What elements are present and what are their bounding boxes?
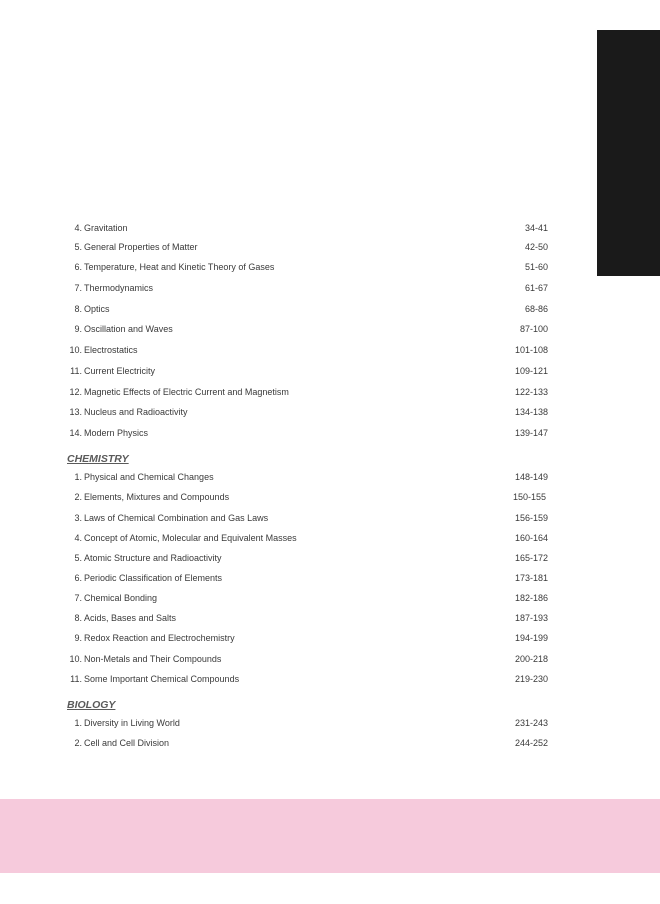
- toc-pages: 109-121: [514, 366, 548, 376]
- toc-pages: 173-181: [514, 573, 548, 583]
- toc-title: Electrostatics: [84, 345, 138, 355]
- toc-title: Chemical Bonding: [84, 593, 158, 603]
- toc-title: Optics: [84, 304, 110, 314]
- toc-number: 1.: [74, 718, 82, 728]
- toc-number: 13.: [69, 407, 82, 417]
- toc-row[interactable]: [0, 570, 660, 586]
- toc-title: Modern Physics: [84, 428, 149, 438]
- toc-row[interactable]: [0, 590, 660, 606]
- toc-number: 7.: [74, 593, 82, 603]
- toc-number: 8.: [74, 613, 82, 623]
- toc-number: 5.: [74, 242, 82, 252]
- toc-pages: 148-149: [514, 472, 548, 482]
- toc-title: Redox Reaction and Electrochemistry: [84, 633, 235, 643]
- toc-number: 8.: [74, 304, 82, 314]
- toc-pages: 101-108: [514, 345, 548, 355]
- toc-row[interactable]: [0, 489, 660, 505]
- toc-row[interactable]: [0, 280, 660, 296]
- toc-pages: 231-243: [514, 718, 548, 728]
- toc-title: Elements, Mixtures and Compounds: [84, 492, 230, 502]
- toc-pages: 160-164: [514, 533, 548, 543]
- toc-number: 10.: [69, 345, 82, 355]
- toc-number: 2.: [74, 492, 82, 502]
- toc-pages: 165-172: [514, 553, 548, 563]
- toc-row[interactable]: [0, 550, 660, 566]
- toc-row[interactable]: [0, 404, 660, 420]
- toc-row[interactable]: [0, 651, 660, 667]
- toc-row[interactable]: [0, 510, 660, 526]
- toc-title: Cell and Cell Division: [84, 738, 170, 748]
- toc-number: 4.: [74, 223, 82, 233]
- toc-pages: 156-159: [514, 513, 548, 523]
- footer-band: [0, 799, 660, 873]
- toc-number: 11.: [70, 674, 82, 684]
- toc-pages: 187-193: [514, 613, 548, 623]
- toc-row[interactable]: [0, 735, 660, 751]
- toc-title: Non-Metals and Their Compounds: [84, 654, 222, 664]
- toc-row[interactable]: [0, 259, 660, 275]
- toc-pages: 61-67: [524, 283, 548, 293]
- toc-row[interactable]: [0, 321, 660, 337]
- toc-number: 14.: [69, 428, 82, 438]
- section-heading-biology[interactable]: BIOLOGY: [67, 699, 116, 711]
- toc-pages: 219-230: [514, 674, 548, 684]
- toc-number: 7.: [74, 283, 82, 293]
- toc-row[interactable]: [0, 630, 660, 646]
- toc-title: Current Electricity: [84, 366, 156, 376]
- toc-pages: 42-50: [524, 242, 548, 252]
- toc-pages: 150-155: [512, 492, 546, 502]
- toc-title: General Properties of Matter: [84, 242, 198, 252]
- toc-row[interactable]: [0, 342, 660, 358]
- toc-pages: 200-218: [514, 654, 548, 664]
- toc-number: 6.: [74, 573, 82, 583]
- toc-title: Laws of Chemical Combination and Gas Laws: [84, 513, 269, 523]
- toc-pages: 244-252: [514, 738, 548, 748]
- toc-title: Temperature, Heat and Kinetic Theory of Gases: [84, 262, 275, 272]
- toc-row[interactable]: [0, 239, 660, 255]
- toc-number: 9.: [74, 324, 82, 334]
- toc-pages: 134-138: [514, 407, 548, 417]
- toc-title: Atomic Structure and Radioactivity: [84, 553, 222, 563]
- toc-title: Nucleus and Radioactivity: [84, 407, 188, 417]
- toc-number: 5.: [74, 553, 82, 563]
- toc-row[interactable]: [0, 301, 660, 317]
- toc-number: 1.: [74, 472, 82, 482]
- section-heading-chemistry[interactable]: CHEMISTRY: [67, 453, 129, 465]
- toc-row[interactable]: [0, 715, 660, 731]
- toc-title: Periodic Classification of Elements: [84, 573, 223, 583]
- toc-title: Oscillation and Waves: [84, 324, 173, 334]
- toc-number: 2.: [74, 738, 82, 748]
- toc-number: 12.: [69, 387, 82, 397]
- toc-pages: 122-133: [514, 387, 548, 397]
- toc-title: Physical and Chemical Changes: [84, 472, 214, 482]
- toc-number: 11.: [70, 366, 82, 376]
- toc-pages: 139-147: [514, 428, 548, 438]
- toc-number: 10.: [69, 654, 82, 664]
- toc-row[interactable]: [0, 469, 660, 485]
- toc-title: Diversity in Living World: [84, 718, 180, 728]
- toc-pages: 68-86: [524, 304, 548, 314]
- toc-title: Some Important Chemical Compounds: [84, 674, 240, 684]
- toc-row[interactable]: [0, 220, 660, 236]
- toc-row[interactable]: [0, 425, 660, 441]
- toc-pages: 87-100: [519, 324, 548, 334]
- toc-pages: 182-186: [514, 593, 548, 603]
- toc-row[interactable]: [0, 384, 660, 400]
- toc-number: 3.: [74, 513, 82, 523]
- toc-title: Magnetic Effects of Electric Current and Magnetism: [84, 387, 289, 397]
- toc-pages: 34-41: [524, 223, 548, 233]
- toc-row[interactable]: [0, 610, 660, 626]
- toc-number: 9.: [74, 633, 82, 643]
- toc-number: 4.: [74, 533, 82, 543]
- toc-row[interactable]: [0, 671, 660, 687]
- toc-title: Acids, Bases and Salts: [84, 613, 177, 623]
- toc-row[interactable]: [0, 363, 660, 379]
- toc-title: Concept of Atomic, Molecular and Equivalent Masses: [84, 533, 297, 543]
- toc-pages: 51-60: [524, 262, 548, 272]
- toc-title: Thermodynamics: [84, 283, 154, 293]
- toc-row[interactable]: [0, 530, 660, 546]
- toc-pages: 194-199: [514, 633, 548, 643]
- toc-number: 6.: [74, 262, 82, 272]
- toc-title: Gravitation: [84, 223, 128, 233]
